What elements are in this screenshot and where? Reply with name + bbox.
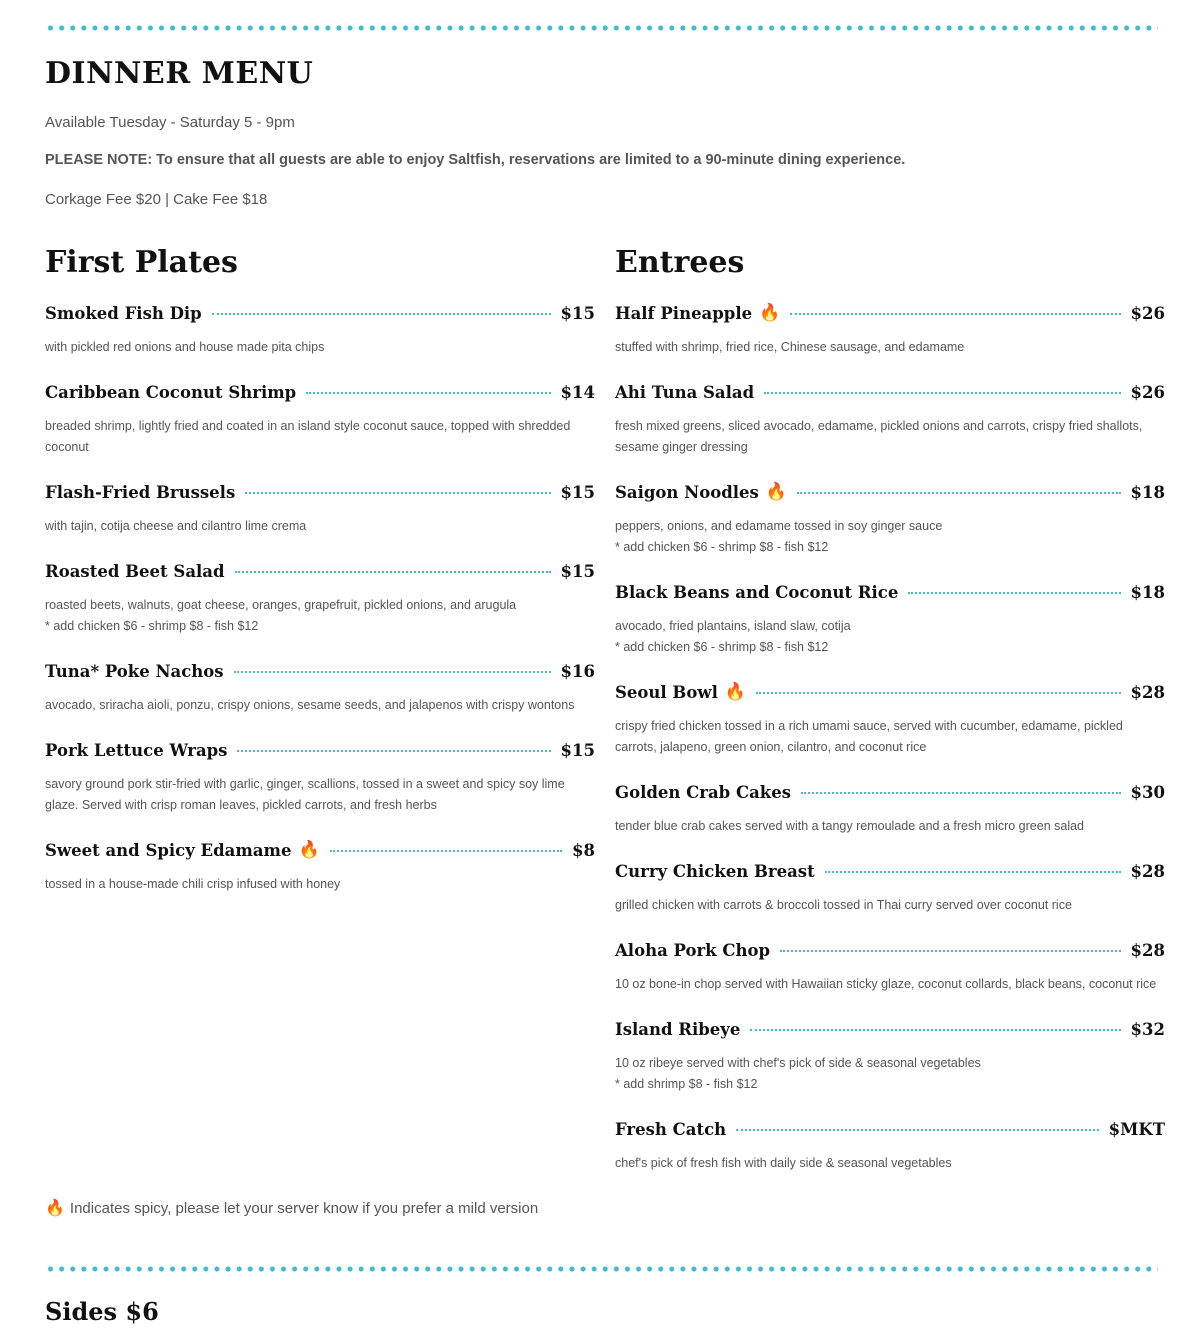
description-line: sesame ginger dressing [615,440,748,454]
menu-item-header [615,850,1165,892]
menu-item-price: $26 [1130,382,1165,402]
menu-item-header [45,550,595,592]
description-line: carrots, jalapeno, green onion, cilantro, and coconut rice [615,740,927,754]
menu-item-price: $14 [560,382,595,402]
hours-text: Available Tuesday - Saturday 5 - 9pm [45,114,295,131]
dotted-leader [212,313,551,315]
menu-item-price: $32 [1130,1019,1165,1039]
dotted-leader [237,750,550,752]
first-plates-list [45,292,595,895]
menu-item-description [45,771,595,816]
first-plates-section [45,244,595,908]
menu-item-description [45,592,595,637]
menu-item [615,471,1165,558]
menu-item-price: $8 [572,840,595,860]
menu-item-name: Seoul Bowl [615,682,718,702]
menu-item-price: $15 [560,561,595,581]
menu-item-name: Caribbean Coconut Shrimp [45,382,297,402]
menu-item-name: Saigon Noodles [615,482,759,502]
menu-item [45,371,595,458]
menu-item-name: Black Beans and Coconut Rice [615,582,899,602]
dotted-leader [234,671,551,673]
section-title-first-plates: First Plates [45,245,238,280]
menu-item [45,829,595,895]
description-line: * add shrimp $8 - fish $12 [615,1077,758,1091]
menu-item-price: $28 [1130,861,1165,881]
menu-item-description [615,971,1165,995]
dotted-leader [330,850,562,852]
menu-item-description [615,413,1165,458]
menu-item [615,371,1165,458]
menu-item-header [615,571,1165,613]
description-line: breaded shrimp, lightly fried and coated in an island style coconut sauce, topped with shredded [45,419,571,433]
spicy-legend [45,1200,538,1217]
dotted-leader [825,871,1121,873]
description-line: with pickled red onions and house made pita chips [45,340,325,354]
menu-item-header [615,1008,1165,1050]
description-line: * add chicken $6 - shrimp $8 - fish $12 [45,619,259,633]
menu-item-name: Fresh Catch [615,1119,727,1139]
menu-item-description [615,334,1165,358]
description-line: roasted beets, walnuts, goat cheese, oranges, grapefruit, pickled onions, and arugula [45,598,517,612]
menu-item-description [45,334,595,358]
menu-item-header [615,371,1165,413]
description-line: savory ground pork stir-fried with garlic, ginger, scallions, tossed in a sweet and spicy soy lime [45,777,565,791]
menu-item [45,650,595,716]
menu-item [45,292,595,358]
menu-item-description [615,513,1165,558]
spicy-legend-text: Indicates spicy, please let your server know if you prefer a mild version [69,1200,539,1217]
menu-item-header [45,471,595,513]
description-line: crispy fried chicken tossed in a rich umami sauce, served with cucumber, edamame, pickled [615,719,1123,733]
fees-text: Corkage Fee $20 | Cake Fee $18 [45,191,268,208]
menu-item-header [615,771,1165,813]
menu-item-description [615,1150,1165,1174]
description-line: tossed in a house-made chili crisp infused with honey [45,877,341,891]
menu-item [45,729,595,816]
flame-icon: 🔥 [298,839,320,860]
menu-item-header [615,929,1165,971]
menu-item-description [45,413,595,458]
menu-item-name: Smoked Fish Dip [45,303,202,323]
reservation-note: PLEASE NOTE: To ensure that all guests are able to enjoy Saltfish, reservations are limited to a 90-minute dining experience. [45,152,906,168]
dotted-leader [736,1129,1098,1131]
dotted-leader [756,692,1121,694]
flame-icon: 🔥 [765,481,788,502]
menu-item-price: $MKT [1108,1119,1165,1139]
description-line: grilled chicken with carrots & broccoli tossed in Thai curry served over coconut rice [615,898,1072,912]
section-title-entrees: Entrees [615,245,745,280]
menu-item-price: $15 [560,740,595,760]
dotted-leader [908,592,1120,594]
menu-item [615,1108,1165,1174]
menu-item-price: $15 [560,482,595,502]
menu-item-name: Ahi Tuna Salad [615,382,755,402]
description-line: chef's pick of fresh fish with daily side & seasonal vegetables [615,1156,952,1170]
menu-item-price: $18 [1130,582,1165,602]
dotted-leader [797,492,1121,494]
dotted-leader [790,313,1120,315]
description-line: glaze. Served with crisp roman leaves, pickled carrots, and fresh herbs [45,798,437,812]
menu-item-name: Island Ribeye [615,1019,741,1039]
dotted-leader [780,950,1121,952]
menu-item [615,671,1165,758]
description-line: fresh mixed greens, sliced avocado, edamame, pickled onions and carrots, crispy fried shallots, [615,419,1143,433]
description-line: stuffed with shrimp, fried rice, Chinese sausage, and edamame [615,340,965,354]
flame-icon: 🔥 [724,681,747,702]
menu-item-name: Curry Chicken Breast [615,861,815,881]
dotted-leader [764,392,1120,394]
bottom-dotted-divider [45,1266,1158,1272]
description-line: 10 oz ribeye served with chef's pick of side & seasonal vegetables [615,1056,981,1070]
menu-item [45,471,595,537]
menu-item [615,771,1165,837]
menu-item-description [45,871,595,895]
flame-icon: 🔥 [759,302,781,323]
dotted-leader [306,392,550,394]
menu-item-name: Flash-Fried Brussels [45,482,236,502]
menu-item-description [615,1050,1165,1095]
menu-item-header [45,650,595,692]
menu-item [615,850,1165,916]
description-line: tender blue crab cakes served with a tangy remoulade and a fresh micro green salad [615,819,1085,833]
menu-item-description [615,892,1165,916]
dotted-leader [750,1029,1120,1031]
description-line: peppers, onions, and edamame tossed in soy ginger sauce [615,519,943,533]
menu-item [615,571,1165,658]
menu-item [615,929,1165,995]
menu-item [615,1008,1165,1095]
menu-item-header [45,292,595,334]
description-line: 10 oz bone-in chop served with Hawaiian sticky glaze, coconut collards, black beans, coconut rice [615,977,1157,991]
menu-item-description [45,692,595,716]
description-line: avocado, fried plantains, island slaw, cotija [615,619,851,633]
menu-item-price: $28 [1130,682,1165,702]
menu-item-header [615,1108,1165,1150]
description-line: avocado, sriracha aioli, ponzu, crispy onions, sesame seeds, and jalapenos with crispy wontons [45,698,575,712]
description-line: coconut [45,440,89,454]
menu-item-name: Roasted Beet Salad [45,561,225,581]
menu-item-price: $18 [1130,482,1165,502]
dotted-leader [245,492,550,494]
menu-item-name: Pork Lettuce Wraps [45,740,228,760]
menu-item-price: $16 [560,661,595,681]
section-title-sides: Sides $6 [45,1297,159,1326]
flame-icon: 🔥 [45,1198,65,1217]
menu-item-name: Aloha Pork Chop [615,940,771,960]
top-dotted-divider [45,25,1158,31]
entrees-list [615,292,1165,1174]
menu-item-name: Golden Crab Cakes [615,782,791,802]
dotted-leader [235,571,551,573]
menu-item-name: Sweet and Spicy Edamame [45,840,292,860]
menu-item-description [615,713,1165,758]
menu-item-header [615,671,1165,713]
menu-item-header [45,371,595,413]
menu-item-header [615,471,1165,513]
menu-item-price: $30 [1130,782,1165,802]
menu-item-description [615,613,1165,658]
menu-item-description [45,513,595,537]
page-title: DINNER MENU [45,56,314,91]
description-line: * add chicken $6 - shrimp $8 - fish $12 [615,540,829,554]
menu-item-name: Half Pineapple [615,303,753,323]
menu-item [615,292,1165,358]
menu-item-price: $28 [1130,940,1165,960]
menu-item [45,550,595,637]
menu-item-header [45,729,595,771]
dotted-leader [801,792,1121,794]
menu-item-price: $26 [1130,303,1165,323]
menu-item-header [615,292,1165,334]
description-line: with tajin, cotija cheese and cilantro lime crema [45,519,307,533]
description-line: * add chicken $6 - shrimp $8 - fish $12 [615,640,829,654]
menu-item-description [615,813,1165,837]
menu-item-price: $15 [560,303,595,323]
entrees-section [615,244,1165,1187]
menu-item-header [45,829,595,871]
menu-item-name: Tuna* Poke Nachos [45,661,224,681]
